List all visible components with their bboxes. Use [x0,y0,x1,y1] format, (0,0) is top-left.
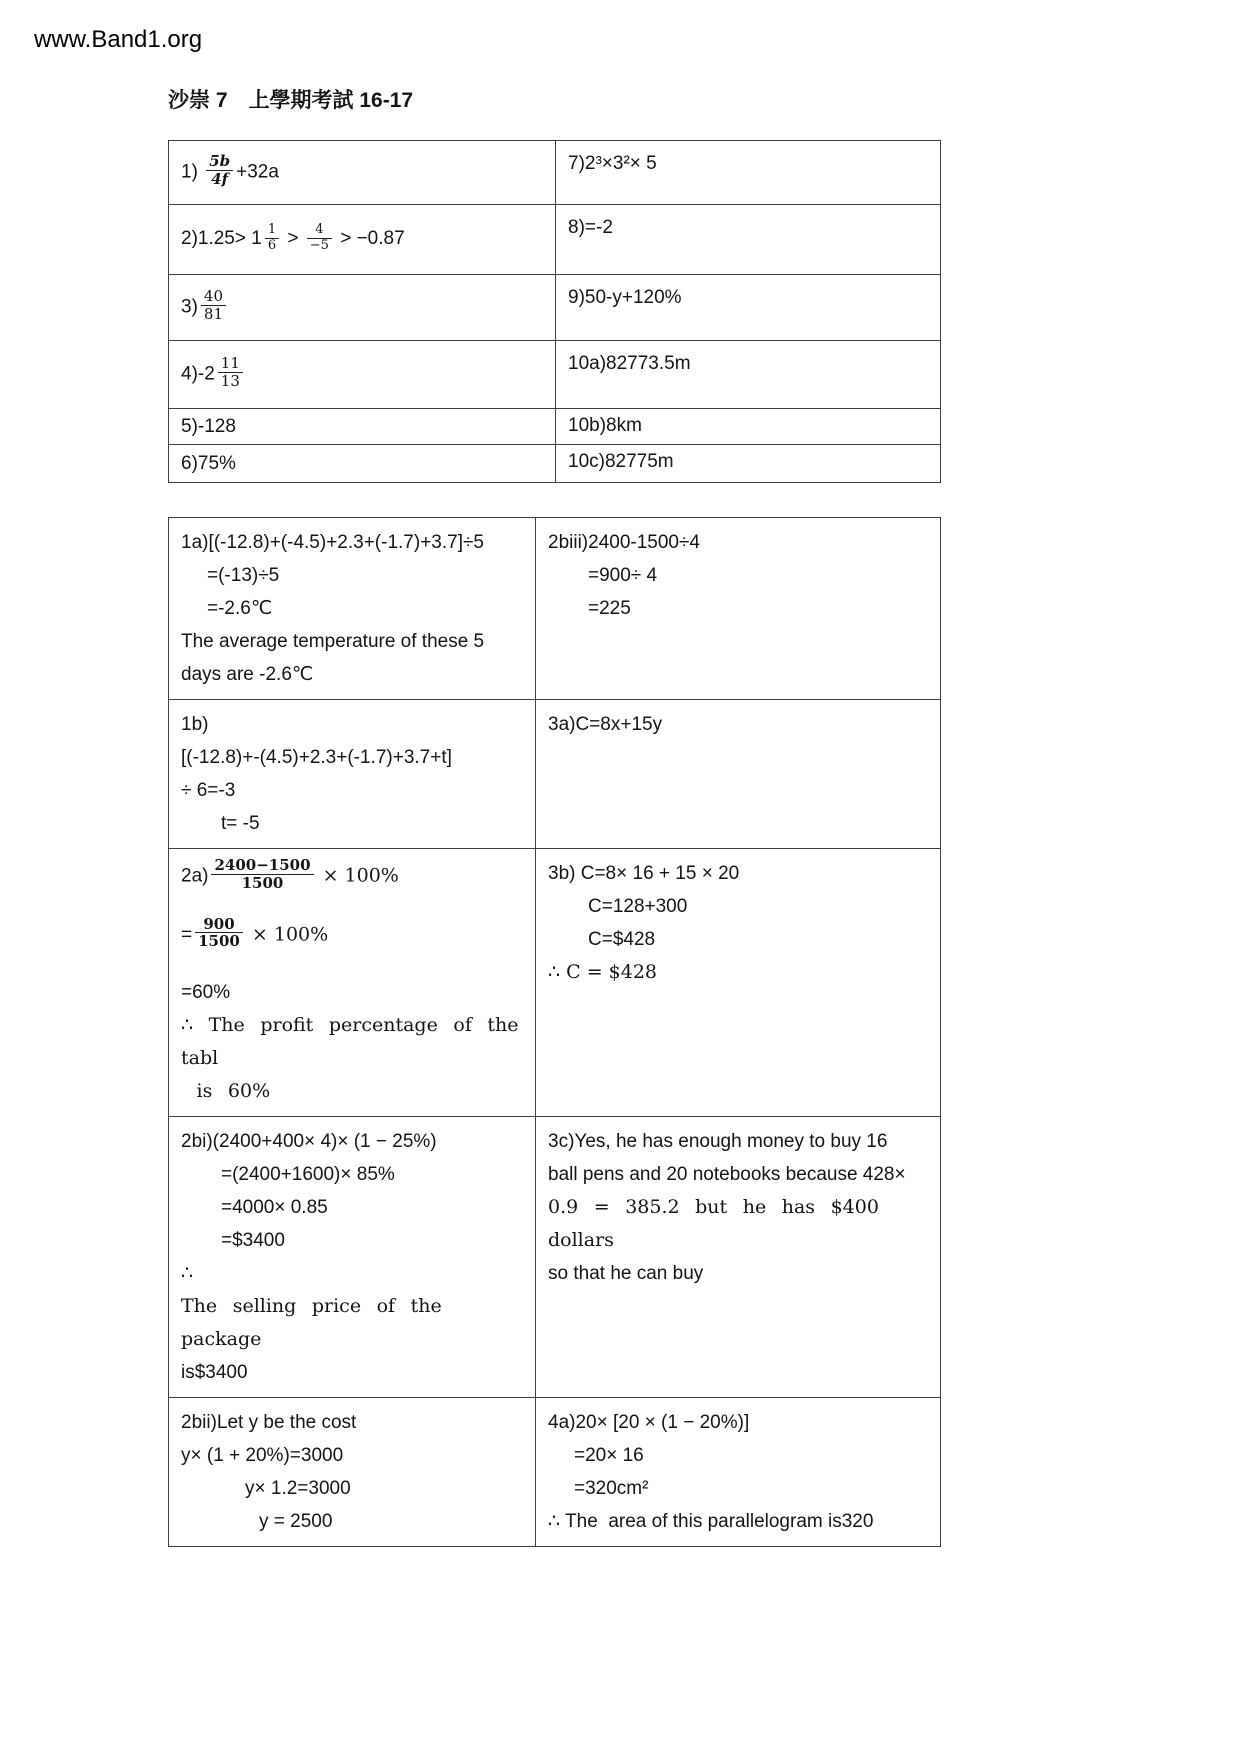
fraction-denominator: 4f [211,170,229,188]
text-line: =$3400 [221,1230,285,1252]
table-row [169,341,941,409]
solution-cell-3c [536,1117,941,1398]
fraction-denominator: 1500 [198,932,240,951]
table-row [169,849,941,1117]
table-row [169,1117,941,1398]
table-row [169,275,941,341]
text-line: =900÷ 4 [588,565,658,586]
text-line: =(-13)÷5 [207,565,280,586]
answer-cell-6: 6)75% [169,445,556,483]
fraction-numerator: 40 [201,288,226,306]
answer-cell-3 [169,275,556,341]
table-row [169,445,941,483]
text-line: =20× 16 [574,1445,644,1467]
text-line: is$3400 [181,1362,248,1384]
table-row [169,700,941,849]
fraction-denominator: 81 [203,305,223,323]
text-line: is 60% [181,1080,271,1103]
line-suffix: × 100% [245,922,329,945]
solution-cell-3a [536,700,941,849]
answer-2-part: > −0.87 [334,228,405,250]
answer-cell-10a: 10a)82773.5m [556,341,941,409]
answer-cell-10c: 10c)82775m [556,445,941,483]
table-row [169,1398,941,1547]
fraction [265,223,279,253]
fraction [201,288,226,323]
table-row [169,205,941,275]
text-line: =60% [181,982,231,1004]
answer-cell-8: 8)=-2 [556,205,941,275]
fraction [206,153,233,188]
text-line: y = 2500 [259,1511,333,1533]
text-line: =320cm² [574,1478,649,1500]
answers-table-short [168,140,941,483]
answer-cell-9: 9)50-y+120% [556,275,941,341]
text-line: 2bi)(2400+400× 4)× (1 − 25%) [181,1131,437,1153]
solution-cell-1a [169,518,536,700]
fraction-numerator: 1 [265,223,279,239]
text-line: ∴ The area of this parallelogram is320 [548,1511,874,1533]
fraction [211,857,313,892]
fraction-numerator: 900 [195,916,243,934]
solution-cell-4a [536,1398,941,1547]
answer-cell-7: 7)2³×3²× 5 [556,141,941,205]
answer-cell-2 [169,205,556,275]
solution-cell-2biii [536,518,941,700]
fraction-numerator: 5b [206,153,233,171]
text-line: ∴ [181,1263,194,1285]
text-line: The selling price of the package [181,1295,458,1351]
table-row [169,141,941,205]
text-line: y× 1.2=3000 [245,1478,351,1500]
answer-cell-10b: 10b)8km [556,409,941,445]
solution-cell-3b [536,849,941,1117]
answer-cell-1 [169,141,556,205]
fraction-denominator: −5 [309,238,329,253]
line-suffix: × 100% [316,864,399,887]
text-line: ∴ The profit percentage of the tabl [181,1014,535,1070]
text-line: 3b) C=8× 16 + 15 × 20 [548,863,740,884]
text-line: [(-12.8)+-(4.5)+2.3+(-1.7)+3.7+t] [181,747,452,768]
text-line: 2biii)2400-1500÷4 [548,532,700,553]
solution-cell-1b [169,700,536,849]
fraction [195,916,243,951]
text-line: y× (1 + 20%)=3000 [181,1445,344,1467]
fraction-denominator: 13 [220,372,240,390]
answers-table-worked [168,517,941,1547]
answer-4-prefix: 4)-2 [181,363,215,385]
answer-3-prefix: 3) [181,296,198,318]
fraction [218,355,243,390]
text-line: 3a)C=8x+15y [548,714,663,735]
text-line: days are -2.6℃ [181,664,314,685]
fraction-denominator: 6 [267,238,277,253]
answer-cell-4 [169,341,556,409]
solution-cell-2bi [169,1117,536,1398]
fraction-numerator: 4 [307,223,332,239]
fraction-line [181,914,523,953]
fraction-denominator: 1500 [241,873,284,892]
text-line: 0.9 = 385.2 but he has $400 dollars [548,1196,895,1252]
line-prefix: = [181,923,193,945]
text-line: t= -5 [221,813,260,834]
text-line: so that he can buy [548,1263,704,1285]
text-line: =-2.6℃ [207,598,273,619]
solution-cell-2a [169,849,536,1117]
fraction-numerator: 11 [218,355,243,373]
answer-2-part: 2)1.25> 1 [181,228,262,250]
answer-1-suffix: +32a [236,161,279,183]
text-line: 1a)[(-12.8)+(-4.5)+2.3+(-1.7)+3.7]÷5 [181,532,484,553]
text-line: 2bii)Let y be the cost [181,1412,357,1434]
answer-1-prefix: 1) [181,161,204,183]
text-line: ÷ 6=-3 [181,780,236,801]
fraction [307,223,332,253]
text-line: ball pens and 20 notebooks because 428× [548,1164,906,1186]
answer-cell-5: 5)-128 [169,409,556,445]
text-line: The average temperature of these 5 [181,631,485,652]
table-row [169,409,941,445]
text-line: 4a)20× [20 × (1 − 20%)] [548,1412,750,1434]
site-url: www.Band1.org [34,26,203,53]
text-line: =(2400+1600)× 85% [221,1164,395,1186]
answer-2-part: > [282,228,304,250]
solution-cell-2bii [169,1398,536,1547]
table-row [169,518,941,700]
text-line: 3c)Yes, he has enough money to buy 16 [548,1131,888,1153]
text-line: =4000× 0.85 [221,1197,328,1219]
fraction-line [181,856,523,894]
text-line: C=128+300 [588,896,688,917]
fraction-numerator: 2400−1500 [211,857,313,875]
text-line: =225 [588,598,631,619]
text-line: 1b) [181,714,209,735]
page-title: 沙崇 7 上學期考試 16-17 [168,89,414,112]
line-prefix: 2a) [181,865,209,887]
text-line: C=$428 [588,929,656,950]
text-line: ∴ C = $428 [548,961,658,983]
